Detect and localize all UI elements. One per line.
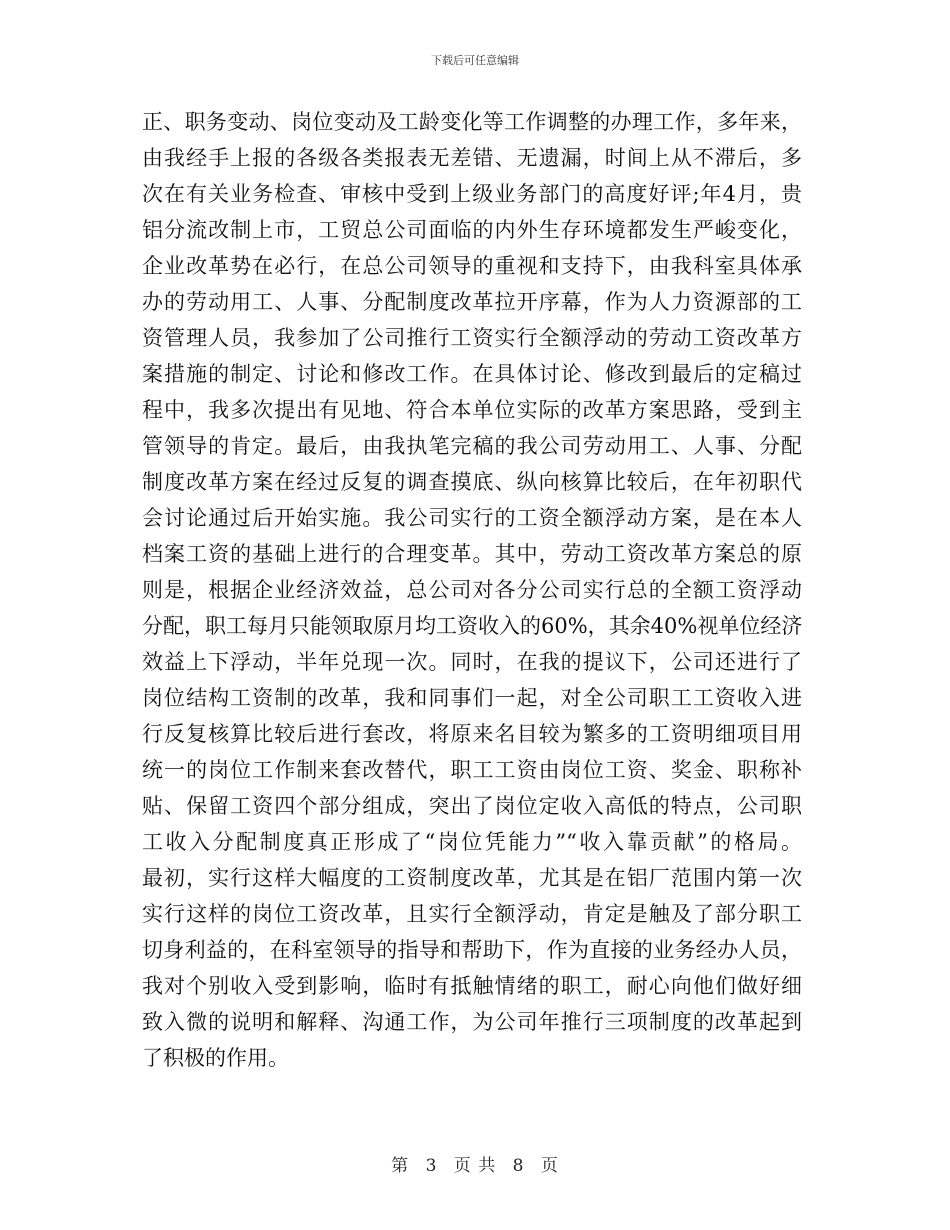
text-line: 企业改革势在必行，在总公司领导的重视和支持下，由我科室具体承 [142, 254, 802, 278]
text-line: 我对个别收入受到影响，临时有抵触情绪的职工，耐心向他们做好细 [142, 974, 802, 998]
text-line: 管领导的肯定。最后，由我执笔完稿的我公司劳动用工、人事、分配 [142, 434, 802, 458]
text-line: 统一的岗位工作制来套改替代，职工工资由岗位工资、奖金、职称补 [142, 758, 802, 782]
page-header [0, 54, 950, 68]
current-page-number: 3 [425, 1156, 438, 1176]
total-pages-number: 8 [512, 1156, 525, 1176]
text-line: 由我经手上报的各级各类报表无差错、无遗漏，时间上从不滞后，多 [142, 146, 802, 170]
page-number-prefix: 第 [391, 1156, 410, 1176]
page-number-suffix: 页 [540, 1156, 559, 1176]
body-text [142, 104, 802, 1076]
text-line: 致入微的说明和解释、沟通工作，为公司年推行三项制度的改革起到 [142, 1010, 802, 1034]
text-line: 次在有关业务检查、审核中受到上级业务部门的高度好评;年4月，贵 [142, 182, 802, 206]
text-line: 切身利益的，在科室领导的指导和帮助下，作为直接的业务经办人员， [142, 938, 802, 962]
text-line: 效益上下浮动，半年兑现一次。同时，在我的提议下，公司还进行了 [142, 650, 802, 674]
text-line: 工收入分配制度真正形成了“岗位凭能力”“收入靠贡献”的格局。 [142, 830, 802, 854]
header-text: 下载后可任意编辑 [431, 54, 519, 67]
text-line: 案措施的制定、讨论和修改工作。在具体讨论、修改到最后的定稿过 [142, 362, 802, 386]
text-line: 最初，实行这样大幅度的工资制度改革，尤其是在铝厂范围内第一次 [142, 866, 802, 890]
text-line: 实行这样的岗位工资改革，且实行全额浮动，肯定是触及了部分职工 [142, 902, 802, 926]
text-line: 程中，我多次提出有见地、符合本单位实际的改革方案思路，受到主 [142, 398, 802, 422]
text-line: 资管理人员，我参加了公司推行工资实行全额浮动的劳动工资改革方 [142, 326, 802, 350]
text-line: 办的劳动用工、人事、分配制度改革拉开序幕，作为人力资源部的工 [142, 290, 802, 314]
text-line: 铝分流改制上市，工贸总公司面临的内外生存环境都发生严峻变化， [142, 218, 802, 242]
text-line: 岗位结构工资制的改革，我和同事们一起，对全公司职工工资收入进 [142, 686, 802, 710]
text-line: 则是，根据企业经济效益，总公司对各分公司实行总的全额工资浮动 [142, 578, 802, 602]
text-line: 会讨论通过后开始实施。我公司实行的工资全额浮动方案，是在本人 [142, 506, 802, 530]
text-line: 贴、保留工资四个部分组成，突出了岗位定收入高低的特点，公司职 [142, 794, 802, 818]
page-footer [0, 1156, 950, 1176]
text-line: 行反复核算比较后进行套改，将原来名目较为繁多的工资明细项目用 [142, 722, 802, 746]
text-line: 正、职务变动、岗位变动及工龄变化等工作调整的办理工作，多年来， [142, 110, 802, 134]
text-line: 制度改革方案在经过反复的调查摸底、纵向核算比较后，在年初职代 [142, 470, 802, 494]
text-line: 了积极的作用。 [142, 1046, 289, 1070]
page-number-middle: 页 共 [453, 1156, 497, 1176]
text-line: 档案工资的基础上进行的合理变革。其中，劳动工资改革方案总的原 [142, 542, 802, 566]
text-line: 分配，职工每月只能领取原月均工资收入的60%，其余40%视单位经济 [142, 614, 803, 638]
